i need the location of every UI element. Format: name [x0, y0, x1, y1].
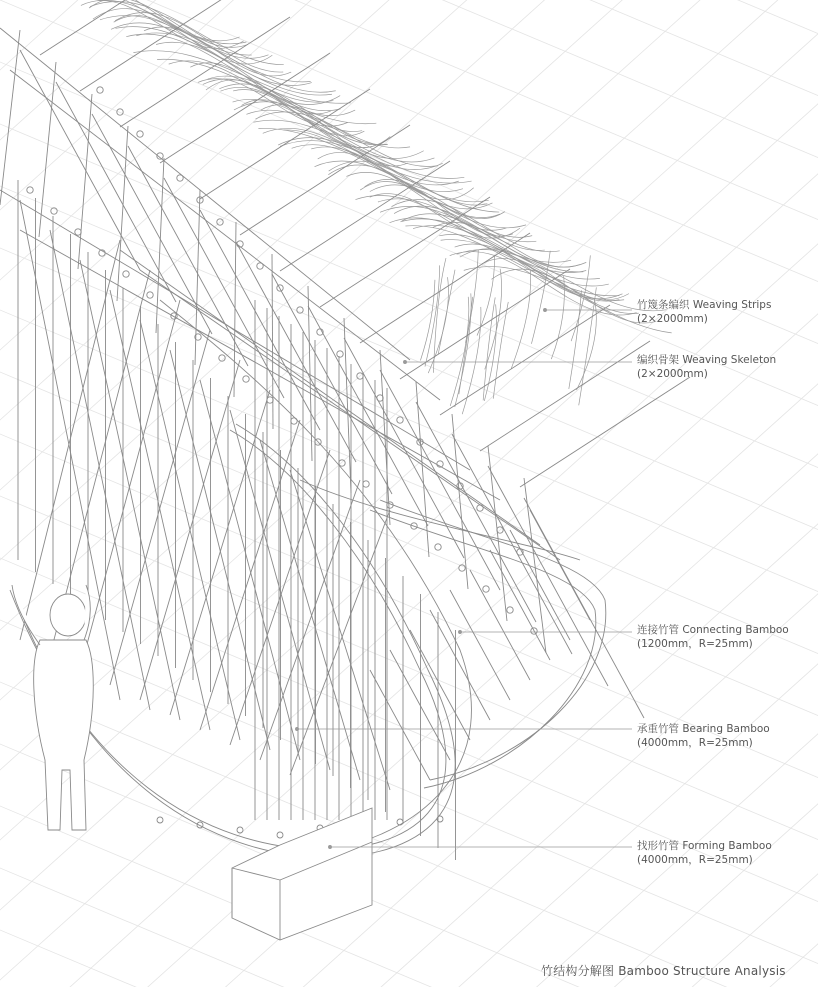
connecting-bamboo: [156, 158, 164, 333]
grid-line: [0, 661, 818, 987]
joint: [237, 827, 243, 833]
joint: [75, 229, 81, 235]
connecting-bamboo: [360, 233, 530, 343]
weaving-strip: [455, 244, 620, 301]
grid-line: [0, 0, 818, 45]
label-forming-bamboo: [637, 839, 772, 867]
weaving-strip: [133, 51, 350, 104]
connecting-bamboo: [480, 341, 650, 451]
weaving-strip: [81, 1, 244, 49]
label-forming-bamboo-title: 找形竹管 Forming Bamboo: [637, 840, 772, 852]
brace: [524, 498, 644, 718]
leader-dot: [543, 308, 546, 311]
brace: [56, 82, 176, 302]
connecting-bamboo: [78, 94, 92, 269]
brace: [50, 230, 150, 710]
label-bearing-bamboo-spec: (4000mm，R=25mm): [637, 737, 753, 749]
joint: [435, 544, 441, 550]
grid-line: [0, 0, 818, 325]
brace: [164, 178, 284, 398]
joint: [147, 292, 153, 298]
top-lattice-rail: [10, 70, 440, 400]
label-weaving-strips-spec: (2×2000mm): [637, 313, 708, 325]
connecting-bamboo: [470, 570, 530, 680]
label-weaving-skeleton-spec: (2×2000mm): [637, 368, 708, 380]
joint: [243, 376, 249, 382]
weaving-strip: [457, 249, 667, 310]
joint: [267, 397, 273, 403]
label-weaving-strips-title: 竹篾条编织 Weaving Strips: [637, 299, 772, 311]
weaving-strips-layer: [60, 0, 671, 414]
brace: [20, 240, 120, 640]
weaving-strip: [261, 105, 408, 167]
forming-bamboo: [300, 480, 580, 560]
brace: [20, 50, 140, 270]
grid-line: [0, 0, 818, 115]
joint: [137, 131, 143, 137]
brace: [344, 338, 464, 558]
connecting-bamboo: [520, 377, 690, 487]
grid-line: [0, 785, 818, 987]
joint: [257, 263, 263, 269]
person-head: [50, 594, 86, 636]
connecting-bamboo: [280, 161, 450, 271]
connecting-bamboo: [450, 590, 510, 700]
connecting-bamboo: [39, 62, 56, 237]
leader-dot: [403, 360, 406, 363]
joint: [377, 395, 383, 401]
brace: [452, 434, 572, 654]
joint: [123, 271, 129, 277]
connecting-bamboo: [390, 650, 450, 760]
weaving-strip: [370, 185, 532, 238]
weaving-strip: [60, 0, 239, 41]
label-weaving-skeleton: [637, 353, 776, 381]
weaving-strip: [136, 33, 335, 92]
grid-line: [0, 599, 818, 985]
brace: [236, 242, 356, 462]
grid-line: [0, 617, 818, 987]
joint: [157, 817, 163, 823]
leader-dot: [295, 727, 298, 730]
joint: [337, 351, 343, 357]
diagram-caption: 竹结构分解图 Bamboo Structure Analysis: [541, 964, 786, 978]
joint: [483, 586, 489, 592]
brace: [308, 306, 428, 526]
brace: [272, 274, 392, 494]
joint: [363, 481, 369, 487]
weaving-strip-end: [483, 297, 495, 400]
weaving-strip: [378, 199, 536, 242]
forming-bamboo: [370, 510, 596, 788]
connecting-bamboo: [0, 30, 20, 205]
weaving-strip: [263, 128, 443, 169]
weaving-strip: [111, 23, 312, 86]
weaving-strip: [491, 269, 656, 323]
joint: [97, 87, 103, 93]
joint: [477, 505, 483, 511]
connecting-bamboo: [370, 670, 430, 780]
top-lattice-rail: [20, 230, 500, 500]
leader-dot: [328, 845, 331, 848]
joint: [171, 313, 177, 319]
label-weaving-strips: [637, 298, 771, 326]
weaving-strip-end: [511, 271, 530, 369]
brace: [128, 146, 248, 366]
connecting-bamboo: [488, 446, 507, 621]
joint: [397, 819, 403, 825]
joint: [397, 417, 403, 423]
joint: [339, 460, 345, 466]
grid-line: [0, 0, 818, 303]
label-forming-bamboo-spec: (4000mm，R=25mm): [637, 854, 753, 866]
connecting-bamboo: [160, 53, 330, 163]
brace: [92, 114, 212, 334]
joint: [291, 418, 297, 424]
joint: [27, 187, 33, 193]
joint: [277, 832, 283, 838]
joint: [177, 175, 183, 181]
label-bearing-bamboo-title: 承重竹管 Bearing Bamboo: [637, 723, 770, 735]
pedestal: [232, 808, 372, 940]
weaving-strip: [365, 179, 513, 236]
brace: [200, 420, 300, 730]
grid-line: [0, 0, 818, 185]
label-connecting-bamboo: [637, 623, 789, 651]
label-connecting-bamboo-title: 连接竹管 Connecting Bamboo: [637, 624, 789, 636]
weaving-strip: [246, 110, 434, 162]
leader-dot: [458, 630, 461, 633]
joint: [507, 607, 513, 613]
label-weaving-skeleton-title: 编织骨架 Weaving Skeleton: [637, 354, 777, 366]
connecting-bamboo: [400, 269, 570, 379]
connecting-bamboo: [430, 610, 490, 720]
label-bearing-bamboo: [637, 722, 770, 750]
brace: [488, 466, 608, 686]
label-connecting-bamboo-spec: (1200mm，R=25mm): [637, 638, 753, 650]
